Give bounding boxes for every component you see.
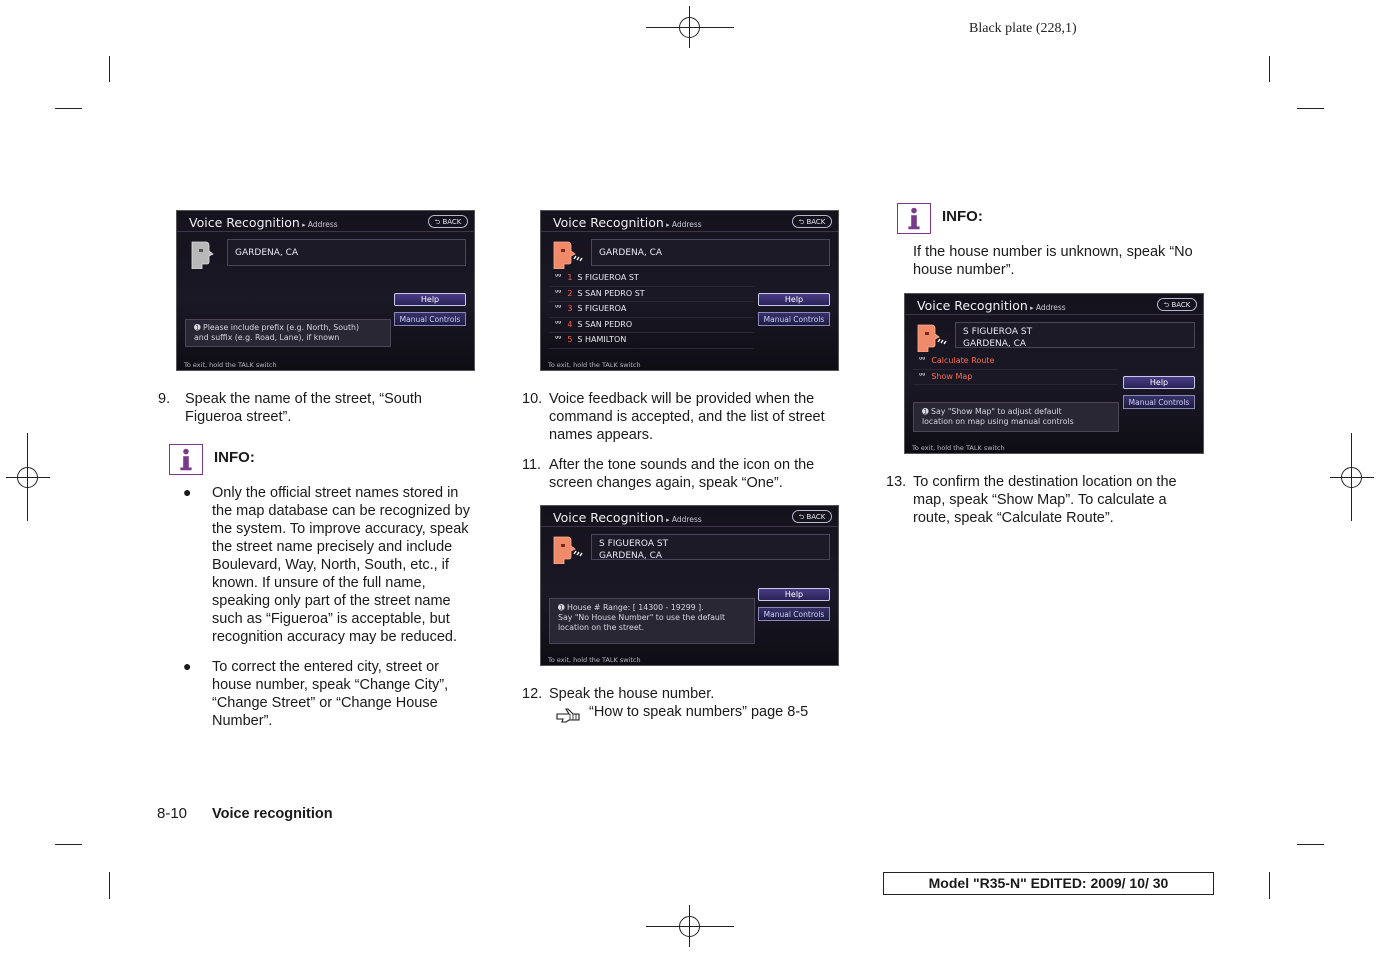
divider bbox=[541, 231, 838, 232]
step-11-text bbox=[549, 456, 858, 492]
text-line: If the house number is unknown, speak “No bbox=[913, 244, 1193, 260]
subtitle-text: Address bbox=[307, 220, 338, 229]
item-name: S HAMILTON bbox=[577, 335, 627, 344]
item-number: 1 bbox=[567, 273, 573, 282]
text-line: names appears. bbox=[549, 427, 653, 443]
text-line: the map database can be recognized by bbox=[212, 503, 470, 519]
text-line: such as “Figueroa” is acceptable, but bbox=[212, 611, 450, 627]
text-line: speaking only part of the street name bbox=[212, 593, 451, 609]
face-listening-icon bbox=[550, 534, 584, 564]
text-line: command is accepted, and the list of street bbox=[549, 409, 825, 425]
plate-label: Black plate (228,1) bbox=[969, 21, 1077, 36]
text-line: Speak the house number. bbox=[549, 686, 715, 702]
text-line: the street name precisely and include bbox=[212, 539, 453, 555]
screen-title: Voice Recognition ▸ Address bbox=[917, 298, 1066, 313]
manual-controls-button[interactable]: Manual Controls bbox=[758, 312, 830, 326]
text-line: Only the official street names stored in bbox=[212, 485, 459, 501]
text-line: known. If unsure of the full name, bbox=[212, 575, 426, 591]
option-calculate-route[interactable] bbox=[913, 354, 1118, 370]
info-label: INFO: bbox=[942, 208, 983, 225]
manual-controls-button[interactable]: Manual Controls bbox=[1123, 395, 1195, 409]
screen-title: Voice Recognition ▸ Address bbox=[189, 215, 338, 230]
step-11-number: 11. bbox=[522, 457, 542, 473]
step-9-text bbox=[185, 390, 494, 426]
text-line: house number, speak “Change City”, bbox=[212, 677, 449, 693]
text-line: Number”. bbox=[212, 713, 273, 729]
text-line: Speak the name of the street, “South bbox=[185, 391, 422, 407]
voice-icon: ᐡᐡ bbox=[919, 371, 926, 381]
text-line: Voice feedback will be provided when the bbox=[549, 391, 815, 407]
face-idle-icon bbox=[186, 239, 220, 269]
section-name: Voice recognition bbox=[212, 806, 333, 822]
text-line: After the tone sounds and the icon on the bbox=[549, 457, 815, 473]
address-field bbox=[591, 534, 830, 560]
title-text: Voice Recognition bbox=[189, 215, 300, 230]
location-text: GARDENA, CA bbox=[235, 248, 299, 258]
exit-hint: To exit, hold the TALK switch bbox=[548, 361, 641, 369]
hint-line: Say "Show Map" to adjust default bbox=[931, 407, 1062, 416]
location-field bbox=[591, 239, 830, 266]
page-reference[interactable]: “How to speak numbers” page 8-5 bbox=[589, 704, 809, 720]
voice-recognition-screen-1 bbox=[176, 210, 475, 371]
voice-icon: ᐡᐡ bbox=[555, 304, 562, 313]
step-10-text bbox=[549, 390, 858, 444]
hint-message bbox=[549, 598, 755, 644]
info-2-text bbox=[913, 243, 1222, 279]
screen-title: Voice Recognition ▸ Address bbox=[553, 510, 702, 525]
page-number: 8-10 bbox=[157, 805, 188, 822]
text-line: Boulevard, Way, North, South, etc., if bbox=[212, 557, 449, 573]
screen-title: Voice Recognition ▸ Address bbox=[553, 215, 702, 230]
exit-hint: To exit, hold the TALK switch bbox=[548, 656, 641, 664]
info-icon bbox=[169, 444, 203, 475]
info-bullet-1 bbox=[212, 484, 494, 646]
model-edit-stamp: Model "R35-N" EDITED: 2009/ 10/ 30 bbox=[883, 872, 1214, 895]
help-button[interactable]: Help bbox=[394, 293, 466, 306]
title-text: Voice Recognition bbox=[553, 510, 664, 525]
manual-controls-button[interactable]: Manual Controls bbox=[758, 607, 830, 621]
voice-icon: ᐡᐡ bbox=[555, 319, 562, 329]
bullet-dot: ● bbox=[183, 658, 192, 674]
help-button[interactable]: Help bbox=[758, 293, 830, 306]
step-12-number: 12. bbox=[522, 686, 543, 702]
list-item[interactable] bbox=[549, 333, 754, 349]
voice-icon: ᐡᐡ bbox=[555, 335, 562, 344]
option-show-map[interactable] bbox=[913, 370, 1118, 386]
voice-icon: ᐡᐡ bbox=[919, 356, 926, 365]
back-button[interactable]: ⮌ BACK bbox=[428, 215, 468, 228]
step-9-number: 9. bbox=[158, 391, 171, 407]
location-text: GARDENA, CA bbox=[963, 339, 1027, 349]
help-button[interactable]: Help bbox=[1123, 376, 1195, 389]
list-item[interactable] bbox=[549, 287, 754, 303]
item-name: S SAN PEDRO ST bbox=[577, 288, 645, 298]
step-10-number: 10. bbox=[522, 391, 543, 407]
hint-message bbox=[185, 319, 391, 347]
info-bullet-2 bbox=[212, 658, 494, 730]
item-number: 2 bbox=[567, 288, 573, 298]
info-icon bbox=[897, 203, 931, 234]
step-13-number: 13. bbox=[886, 474, 907, 490]
back-label: BACK bbox=[442, 218, 462, 226]
text-line: To correct the entered city, street or bbox=[212, 659, 439, 675]
list-item[interactable] bbox=[549, 302, 754, 318]
exit-hint: To exit, hold the TALK switch bbox=[184, 361, 277, 369]
voice-recognition-screen-3 bbox=[540, 505, 839, 666]
back-button[interactable]: ⮌ BACK bbox=[792, 510, 832, 523]
location-text: GARDENA, CA bbox=[599, 551, 663, 561]
hint-line: Say "No House Number" to use the default bbox=[558, 613, 726, 622]
info-circle-icon: ➊ bbox=[194, 323, 204, 332]
hint-line: and suffix (e.g. Road, Lane), if known bbox=[194, 333, 340, 342]
text-line: screen changes again, speak “One”. bbox=[549, 475, 783, 491]
hint-line: House # Range: [ 14300 - 19299 ]. bbox=[567, 603, 704, 612]
text-line: recognition accuracy may be reduced. bbox=[212, 629, 458, 645]
voice-recognition-screen-4 bbox=[904, 293, 1204, 454]
options-list bbox=[913, 354, 1118, 385]
subtitle-text: Address bbox=[671, 515, 702, 524]
divider bbox=[177, 231, 474, 232]
bullet-dot: ● bbox=[183, 484, 192, 500]
item-name: S SAN PEDRO bbox=[577, 319, 633, 329]
text-line: “Change Street” or “Change House bbox=[212, 695, 438, 711]
text-line: the system. To improve accuracy, speak bbox=[212, 521, 469, 537]
location-field bbox=[227, 239, 466, 266]
text-line: map, speak “Show Map”. To calculate a bbox=[913, 492, 1167, 508]
help-button[interactable]: Help bbox=[758, 588, 830, 601]
title-text: Voice Recognition bbox=[917, 298, 1028, 313]
exit-hint: To exit, hold the TALK switch bbox=[912, 444, 1005, 452]
hint-line: Please include prefix (e.g. North, South) bbox=[203, 323, 359, 332]
street-text: S FIGUEROA ST bbox=[963, 327, 1033, 337]
item-number: 4 bbox=[567, 319, 573, 329]
text-line: route, speak “Calculate Route”. bbox=[913, 510, 1114, 526]
option-label: Calculate Route bbox=[931, 356, 995, 365]
item-name: S FIGUEROA bbox=[577, 304, 627, 313]
address-field bbox=[955, 322, 1195, 348]
text-line: Figueroa street”. bbox=[185, 409, 292, 425]
option-label: Show Map bbox=[931, 371, 973, 381]
text-line: To confirm the destination location on the bbox=[913, 474, 1177, 490]
location-text: GARDENA, CA bbox=[599, 248, 663, 258]
voice-icon: ᐡᐡ bbox=[555, 288, 562, 298]
voice-recognition-screen-2 bbox=[540, 210, 839, 371]
manual-controls-button[interactable]: Manual Controls bbox=[394, 312, 466, 326]
info-circle-icon: ➊ bbox=[558, 603, 568, 612]
back-label: BACK bbox=[806, 218, 826, 226]
item-number: 3 bbox=[567, 304, 573, 313]
divider bbox=[905, 314, 1203, 315]
item-name: S FIGUEROA ST bbox=[577, 273, 639, 282]
list-item[interactable] bbox=[549, 318, 754, 334]
street-results-list bbox=[549, 271, 754, 349]
item-number: 5 bbox=[567, 335, 573, 344]
back-label: BACK bbox=[806, 513, 826, 521]
hint-line: location on the street. bbox=[558, 623, 645, 632]
hint-message bbox=[913, 402, 1119, 432]
step-13-text bbox=[913, 473, 1222, 527]
subtitle-text: Address bbox=[1035, 303, 1066, 312]
title-text: Voice Recognition bbox=[553, 215, 664, 230]
back-button[interactable]: ⮌ BACK bbox=[792, 215, 832, 228]
text-line: house number”. bbox=[913, 262, 1015, 278]
list-item[interactable] bbox=[549, 271, 754, 287]
step-12-text bbox=[549, 685, 858, 703]
info-label: INFO: bbox=[214, 449, 255, 466]
face-listening-icon bbox=[914, 322, 948, 352]
voice-icon: ᐡᐡ bbox=[555, 273, 562, 282]
subtitle-text: Address bbox=[671, 220, 702, 229]
back-button[interactable]: ⮌ BACK bbox=[1157, 298, 1197, 311]
face-listening-icon bbox=[550, 239, 584, 269]
info-circle-icon: ➊ bbox=[922, 407, 932, 416]
pointing-hand-icon bbox=[556, 705, 582, 723]
divider bbox=[541, 526, 838, 527]
street-text: S FIGUEROA ST bbox=[599, 539, 669, 549]
back-label: BACK bbox=[1171, 301, 1191, 309]
hint-line: location on map using manual controls bbox=[922, 417, 1074, 426]
